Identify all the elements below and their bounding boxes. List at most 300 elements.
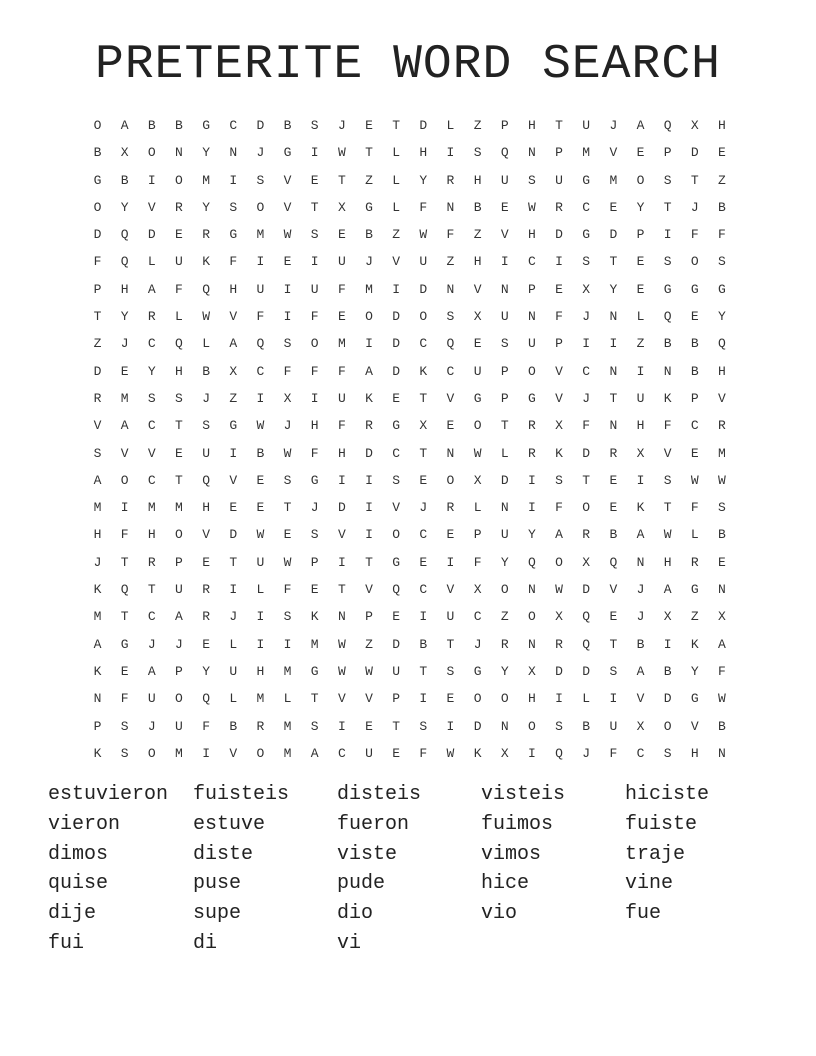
grid-letter: C (636, 745, 645, 761)
grid-letter: X (582, 281, 591, 297)
grid-letter: G (202, 118, 210, 133)
grid-letter: T (663, 199, 672, 215)
word-list-row (48, 900, 778, 930)
grid-letter: T (120, 609, 129, 625)
grid-letter: D (93, 227, 102, 243)
grid-letter: E (283, 527, 292, 543)
grid-letter: D (93, 363, 102, 379)
grid-letter: Q (202, 691, 210, 707)
grid-letter: R (555, 636, 563, 652)
grid-letter: I (229, 445, 238, 461)
grid-letter: M (365, 281, 373, 297)
grid-letter: D (337, 500, 346, 516)
grid-letter: J (337, 118, 346, 133)
grid-letter: U (337, 254, 346, 270)
grid-letter: V (446, 390, 455, 406)
grid-letter: J (636, 609, 645, 625)
word-list-item: fuimos (481, 812, 554, 836)
grid-letter: V (636, 691, 645, 707)
grid-letter: B (718, 527, 726, 543)
grid-letter: S (718, 500, 726, 516)
grid-letter: E (636, 254, 645, 270)
grid-letter: D (147, 227, 156, 243)
grid-letter: J (690, 199, 699, 215)
word-list-item: viste (337, 842, 398, 866)
grid-letter: E (120, 363, 129, 379)
grid-letter: S (202, 418, 210, 434)
grid-letter: H (718, 118, 726, 133)
grid-letter: E (392, 609, 401, 625)
grid-letter: M (175, 500, 183, 516)
grid-letter: E (365, 118, 373, 133)
grid-letter: Q (446, 336, 455, 352)
grid-letter: O (500, 691, 509, 707)
grid-letter: H (419, 145, 428, 161)
grid-letter: N (527, 145, 536, 161)
grid-letter: R (527, 445, 536, 461)
grid-letter: T (93, 309, 102, 325)
grid-letter: W (527, 199, 536, 215)
grid-letter: T (446, 636, 455, 652)
grid-letter: M (283, 718, 292, 734)
grid-letter: O (663, 718, 672, 734)
grid-letter: F (718, 663, 726, 679)
grid-letter: W (283, 445, 292, 461)
grid-letter: U (147, 691, 156, 707)
grid-row (84, 194, 744, 221)
grid-letter: O (636, 172, 645, 188)
grid-letter: D (555, 227, 563, 243)
grid-letter: C (690, 418, 699, 434)
grid-letter: O (500, 582, 509, 598)
grid-letter: R (147, 309, 156, 325)
grid-letter: V (392, 500, 401, 516)
grid-letter: H (527, 227, 536, 243)
grid-letter: U (527, 336, 536, 352)
grid-letter: U (419, 254, 428, 270)
grid-letter: W (337, 145, 346, 161)
grid-letter: S (310, 527, 319, 543)
grid-letter: Y (202, 145, 210, 161)
grid-letter: W (555, 582, 563, 598)
grid-letter: V (229, 745, 238, 761)
grid-letter: I (337, 718, 346, 734)
grid-letter: C (337, 745, 346, 761)
grid-letter: L (229, 691, 238, 707)
grid-letter: M (718, 445, 726, 461)
grid-letter: J (256, 145, 265, 161)
grid-letter: R (202, 609, 210, 625)
grid-letter: N (609, 363, 618, 379)
grid-letter: C (419, 336, 428, 352)
grid-letter: O (555, 554, 563, 570)
grid-letter: O (690, 254, 699, 270)
grid-letter: T (310, 199, 319, 215)
grid-letter: A (93, 472, 102, 488)
grid-letter: K (636, 500, 645, 516)
grid-letter: S (419, 718, 428, 734)
grid-letter: C (527, 254, 536, 270)
grid-letter: B (718, 718, 726, 734)
grid-letter: R (527, 418, 536, 434)
grid-letter: V (283, 172, 292, 188)
grid-letter: F (690, 500, 699, 516)
grid-letter: N (500, 281, 509, 297)
grid-letter: G (527, 390, 536, 406)
grid-letter: T (609, 636, 618, 652)
grid-letter: A (147, 281, 156, 297)
grid-letter: I (636, 363, 645, 379)
grid-letter: I (419, 691, 428, 707)
grid-letter: G (229, 418, 238, 434)
grid-letter: F (93, 254, 102, 270)
grid-letter: G (283, 145, 292, 161)
grid-letter: D (392, 363, 401, 379)
grid-letter: X (337, 199, 346, 215)
grid-letter: L (283, 691, 292, 707)
grid-letter: E (256, 500, 265, 516)
grid-letter: P (175, 663, 183, 679)
grid-letter: X (419, 418, 428, 434)
grid-letter: B (663, 663, 672, 679)
grid-row (84, 303, 744, 330)
grid-letter: M (202, 172, 210, 188)
grid-letter: B (93, 145, 102, 161)
grid-row (84, 440, 744, 467)
grid-row (84, 658, 744, 685)
grid-letter: R (446, 172, 455, 188)
grid-letter: W (256, 418, 265, 434)
grid-letter: O (527, 609, 536, 625)
grid-letter: E (392, 390, 401, 406)
grid-letter: S (283, 336, 292, 352)
grid-letter: F (256, 309, 265, 325)
grid-letter: F (310, 445, 319, 461)
grid-letter: H (718, 363, 726, 379)
grid-letter: S (446, 309, 455, 325)
grid-letter: W (202, 309, 210, 325)
grid-letter: O (446, 472, 455, 488)
grid-letter: S (256, 172, 265, 188)
grid-letter: I (337, 554, 346, 570)
word-list-item: fueron (337, 812, 410, 836)
grid-letter: F (120, 527, 129, 543)
grid-letter: V (120, 445, 129, 461)
grid-letter: G (392, 418, 401, 434)
grid-letter: R (582, 527, 591, 543)
grid-letter: H (636, 418, 645, 434)
grid-letter: E (500, 199, 509, 215)
grid-letter: N (500, 500, 509, 516)
grid-letter: P (175, 554, 183, 570)
grid-letter: C (256, 363, 265, 379)
grid-letter: J (609, 118, 618, 133)
grid-letter: U (636, 390, 645, 406)
grid-letter: S (663, 472, 672, 488)
page-title: PRETERITE WORD SEARCH (95, 38, 721, 92)
grid-letter: Y (527, 527, 536, 543)
grid-letter: E (446, 691, 455, 707)
grid-letter: N (446, 199, 455, 215)
grid-letter: P (473, 527, 482, 543)
grid-letter: O (120, 472, 129, 488)
grid-letter: S (120, 745, 129, 761)
grid-letter: J (120, 336, 129, 352)
grid-letter: B (663, 336, 672, 352)
grid-letter: J (582, 390, 591, 406)
grid-letter: S (175, 390, 183, 406)
grid-letter: U (446, 609, 455, 625)
grid-letter: X (582, 554, 591, 570)
grid-letter: O (256, 745, 265, 761)
grid-row (84, 494, 744, 521)
word-list-item: vimos (481, 842, 542, 866)
grid-letter: E (229, 500, 238, 516)
grid-row (84, 112, 744, 139)
word-list-item: fuiste (625, 812, 698, 836)
grid-letter: O (310, 336, 319, 352)
grid-letter: F (473, 554, 482, 570)
grid-letter: Y (636, 199, 645, 215)
grid-letter: N (663, 363, 672, 379)
grid-letter: I (527, 500, 536, 516)
grid-letter: S (147, 390, 156, 406)
grid-letter: P (500, 363, 509, 379)
grid-letter: V (283, 199, 292, 215)
grid-letter: E (690, 309, 699, 325)
grid-letter: N (609, 309, 618, 325)
grid-letter: O (175, 172, 183, 188)
grid-letter: W (283, 227, 292, 243)
grid-letter: G (690, 281, 699, 297)
grid-letter: V (718, 390, 726, 406)
word-list-item: estuve (193, 812, 266, 836)
grid-letter: F (555, 309, 563, 325)
grid-letter: T (419, 390, 428, 406)
grid-letter: Z (718, 172, 726, 188)
grid-letter: E (337, 309, 346, 325)
grid-letter: B (202, 363, 210, 379)
grid-letter: H (120, 281, 129, 297)
grid-letter: Q (202, 281, 210, 297)
grid-letter: R (256, 718, 265, 734)
grid-letter: X (229, 363, 238, 379)
grid-letter: U (175, 254, 183, 270)
grid-letter: F (337, 281, 346, 297)
grid-letter: D (229, 527, 238, 543)
grid-row (84, 412, 744, 439)
grid-letter: D (256, 118, 265, 133)
grid-row (84, 385, 744, 412)
grid-letter: S (663, 172, 672, 188)
grid-letter: M (582, 145, 591, 161)
grid-letter: I (256, 254, 265, 270)
grid-letter: S (555, 718, 563, 734)
word-list (48, 781, 778, 960)
grid-letter: I (527, 745, 536, 761)
grid-letter: E (202, 554, 210, 570)
grid-letter: W (690, 472, 699, 488)
word-list-item: traje (625, 842, 686, 866)
grid-letter: S (473, 145, 482, 161)
grid-letter: Z (500, 609, 509, 625)
grid-letter: G (310, 663, 319, 679)
grid-letter: S (93, 445, 102, 461)
word-list-item: fui (48, 931, 85, 955)
grid-letter: D (392, 336, 401, 352)
grid-letter: H (337, 445, 346, 461)
grid-letter: B (582, 718, 591, 734)
grid-letter: Y (718, 309, 726, 325)
grid-letter: S (663, 254, 672, 270)
grid-letter: L (175, 309, 183, 325)
grid-letter: Z (446, 254, 455, 270)
word-list-item: vine (625, 872, 674, 896)
grid-letter: S (663, 745, 672, 761)
grid-letter: U (555, 172, 563, 188)
grid-letter: O (365, 309, 373, 325)
grid-letter: V (690, 718, 699, 734)
grid-letter: O (392, 527, 401, 543)
grid-letter: K (93, 745, 102, 761)
grid-letter: P (365, 609, 373, 625)
grid-letter: T (175, 472, 183, 488)
grid-letter: G (473, 390, 482, 406)
grid-letter: D (582, 445, 591, 461)
word-list-row (48, 781, 778, 811)
grid-letter: F (609, 745, 618, 761)
grid-letter: M (337, 336, 346, 352)
word-list-item: pude (337, 872, 386, 896)
grid-letter: U (175, 582, 183, 598)
grid-letter: S (718, 254, 726, 270)
grid-letter: I (555, 691, 563, 707)
grid-letter: O (93, 118, 102, 133)
grid-letter: I (555, 254, 563, 270)
grid-letter: R (202, 582, 210, 598)
grid-letter: V (473, 281, 482, 297)
grid-letter: T (609, 254, 618, 270)
grid-letter: C (582, 363, 591, 379)
grid-letter: D (582, 663, 591, 679)
grid-letter: W (718, 472, 726, 488)
grid-letter: D (392, 309, 401, 325)
grid-letter: I (337, 472, 346, 488)
grid-letter: I (283, 309, 292, 325)
grid-letter: X (500, 745, 509, 761)
grid-letter: I (609, 336, 618, 352)
grid-row (84, 685, 744, 712)
grid-letter: F (310, 309, 319, 325)
grid-letter: S (392, 472, 401, 488)
grid-letter: A (365, 363, 373, 379)
grid-letter: S (500, 336, 509, 352)
grid-row (84, 139, 744, 166)
grid-letter: H (310, 418, 319, 434)
word-list-item: hiciste (625, 783, 710, 806)
grid-letter: P (555, 336, 563, 352)
grid-letter: Q (500, 145, 509, 161)
grid-letter: E (392, 745, 401, 761)
grid-letter: J (582, 309, 591, 325)
grid-letter: A (147, 663, 156, 679)
grid-letter: C (147, 336, 156, 352)
grid-letter: E (555, 281, 563, 297)
grid-letter: T (310, 691, 319, 707)
word-list-item: diste (193, 842, 254, 866)
grid-letter: H (175, 363, 183, 379)
grid-letter: I (310, 390, 319, 406)
grid-letter: Q (582, 609, 591, 625)
grid-letter: L (202, 336, 210, 352)
grid-letter: N (175, 145, 183, 161)
grid-letter: A (555, 527, 563, 543)
letter-grid (84, 112, 744, 767)
grid-letter: I (310, 254, 319, 270)
grid-letter: U (229, 663, 238, 679)
grid-letter: Q (527, 554, 536, 570)
grid-letter: X (555, 609, 563, 625)
grid-letter: P (690, 390, 699, 406)
grid-letter: M (256, 227, 265, 243)
grid-row (84, 631, 744, 658)
grid-letter: W (663, 527, 672, 543)
grid-letter: Z (93, 336, 102, 352)
grid-letter: N (527, 582, 536, 598)
grid-letter: Y (120, 309, 129, 325)
grid-letter: E (446, 418, 455, 434)
grid-letter: O (419, 309, 428, 325)
word-list-item: dio (337, 902, 374, 926)
grid-letter: C (419, 527, 428, 543)
grid-letter: J (310, 500, 319, 516)
grid-letter: S (229, 199, 238, 215)
grid-letter: I (446, 554, 455, 570)
grid-letter: I (663, 227, 672, 243)
grid-letter: G (582, 172, 591, 188)
grid-letter: D (663, 691, 672, 707)
grid-letter: Q (392, 582, 401, 598)
grid-letter: E (718, 145, 726, 161)
grid-letter: W (337, 636, 346, 652)
grid-letter: C (147, 609, 156, 625)
grid-letter: O (175, 527, 183, 543)
grid-letter: J (473, 636, 482, 652)
word-list-item: disteis (337, 783, 422, 806)
grid-letter: I (636, 472, 645, 488)
grid-letter: M (93, 500, 102, 516)
grid-letter: D (500, 472, 509, 488)
grid-letter: I (283, 281, 292, 297)
grid-letter: S (283, 609, 292, 625)
grid-letter: E (609, 609, 618, 625)
grid-letter: L (446, 118, 455, 133)
grid-row (84, 358, 744, 385)
grid-letter: U (310, 281, 319, 297)
grid-letter: R (147, 554, 156, 570)
grid-letter: E (609, 472, 618, 488)
grid-letter: M (147, 500, 156, 516)
grid-letter: A (636, 118, 645, 133)
grid-letter: Q (718, 336, 726, 352)
grid-letter: C (229, 118, 238, 133)
grid-letter: C (473, 609, 482, 625)
grid-letter: T (690, 172, 699, 188)
grid-letter: H (473, 254, 482, 270)
grid-letter: S (609, 663, 618, 679)
grid-letter: H (147, 527, 156, 543)
grid-letter: N (446, 281, 455, 297)
